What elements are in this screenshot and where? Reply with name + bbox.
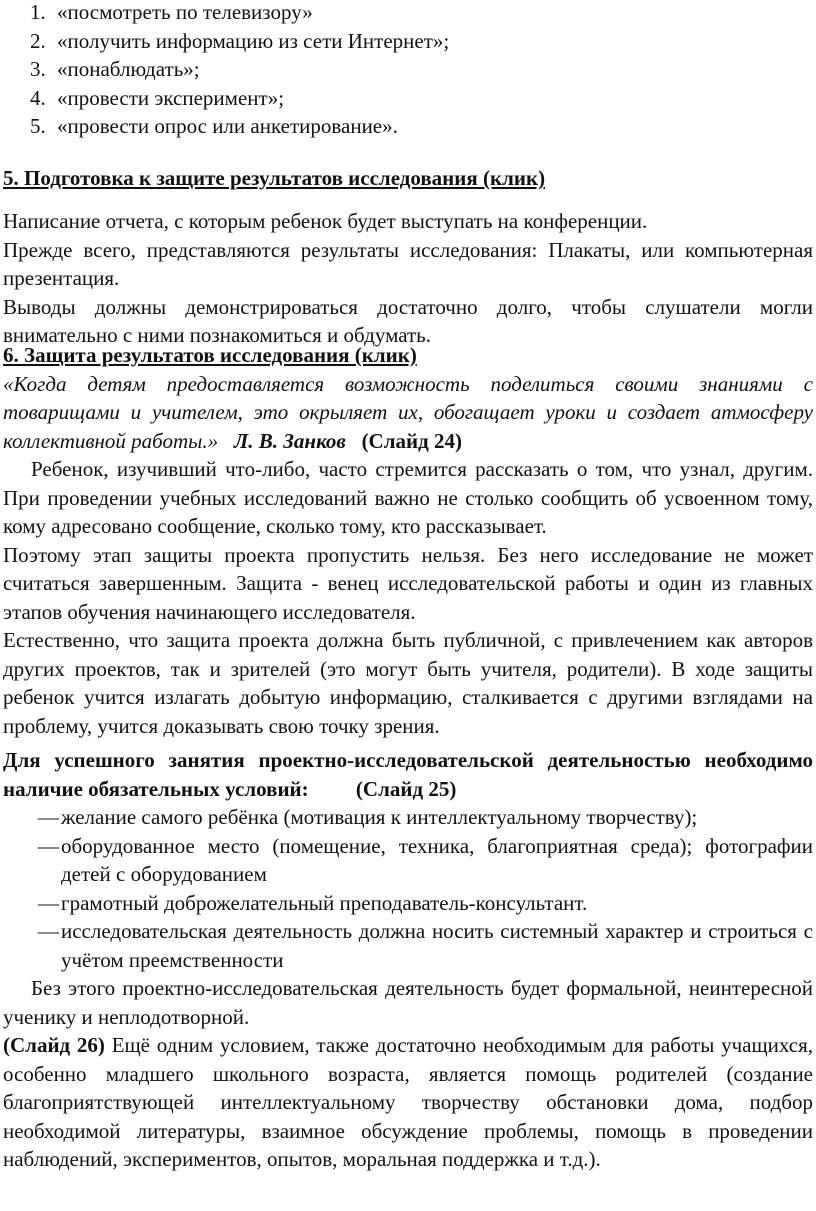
list-item [30,112,449,141]
list-item [30,0,449,27]
item-text: «посмотреть по телевизору» [57,0,313,24]
paragraph: Написание отчета, с которым ребенок будет выступать на конференции. [3,209,648,233]
section-5 [3,164,813,193]
paragraph: Ребенок, изучивший что-либо, часто стремится рассказать о том, что узнал, другим. При проведении учебных исследований важно не столько сообщить об усвоенном тому, кому адресовано сообщение, сколько тому, кто рассказывает. [3,457,813,538]
list-item [3,803,813,832]
list-item [30,27,449,56]
list-item [30,84,449,113]
item-number: 3. [30,57,46,81]
methods-list [30,0,449,141]
conditions-heading-text: Для успешного занятия проектно-исследовательской деятельностью необходимо наличие обязательных условий: [3,748,813,801]
list-item [3,832,813,889]
conditions-heading [3,746,813,803]
epigraph-quote: «Когда детям предоставляется возможность поделиться своими знаниями с товарищами и учителем, это окрыляет их, обогащает уроки и создает атмосферу коллективной работы.» [3,371,813,453]
paragraph: Естественно, что защита проекта должна быть публичной, с привлечением как авторов других проектов, так и зрителей (это могут быть учителя, родители). В ходе защиты ребенок учится излагать добытую информацию, сталкивается с другими взглядами на проблему, учится доказывать свою точку зрения. [3,628,813,738]
list-item [30,55,449,84]
section-5-body [3,207,813,350]
slide-ref: (Слайд 24) [361,428,462,453]
paragraph [3,1031,813,1174]
slide-ref: (Слайд 25) [355,776,457,801]
paragraph: Выводы должны демонстрироваться достаточно долго, чтобы слушатели могли внимательно с ними познакомиться и обдумать. [3,294,813,347]
paragraph: Без этого проектно-исследовательская деятельность будет формальной, неинтересной ученику и неплодотворной. [3,976,813,1029]
paragraph: Прежде всего, представляются результаты исследования: Плакаты, или компьютерная презентация. [3,237,813,290]
section-6 [3,341,813,740]
section-5-heading: 5. Подготовка к защите результатов исследования (клик) [3,166,546,190]
dash-marker: — [38,833,59,858]
dash-marker: — [38,805,59,829]
item-text: желание самого ребёнка (мотивация к интеллектуальному творчеству); [61,805,698,829]
section-6-heading: 6. Защита результатов исследования (клик) [3,343,417,367]
epigraph-author: Л. В. Занков [233,428,346,453]
item-text: грамотный доброжелательный преподаватель-консультант. [61,890,588,915]
item-text: «понаблюдать»; [57,57,200,81]
dash-marker: — [38,919,59,943]
item-text: исследовательская деятельность должна носить системный характер и строиться с учётом преемственности [61,919,813,972]
item-number: 1. [30,0,46,24]
paragraph: Поэтому этап защиты проекта пропустить нельзя. Без него исследование не может считаться завершенным. Защита - венец исследовательской работы и один из главных этапов обучения начинающего исследователя. [3,542,813,624]
paragraph-text: Ещё одним условием, также достаточно необходимым для работы учащихся, особенно младшего школьного возраста, является помощь родителей (создание благоприятствующей интеллектуальному творчеству обстановки дома, подбор необходимой литературы, взаимное обсуждение проблемы, помощь в проведении наблюдений, экспериментов, опытов, моральная поддержка и т.д.). [3,1033,814,1171]
epigraph [3,370,813,456]
item-text: «провести эксперимент»; [57,85,285,110]
item-number: 4. [30,85,46,110]
item-text: оборудованное место (помещение, техника, благоприятная среда); фотографии детей с оборудованием [61,833,813,886]
item-text: «получить информацию из сети Интернет»; [57,28,450,53]
dash-marker: — [38,890,59,915]
list-item [3,917,813,974]
conditions-section [3,746,813,1174]
list-item [3,889,813,918]
slide-ref: (Слайд 26) [3,1033,105,1057]
item-number: 2. [30,28,46,53]
conditions-list [3,803,813,974]
item-number: 5. [30,114,46,138]
item-text: «провести опрос или анкетирование». [57,114,398,138]
